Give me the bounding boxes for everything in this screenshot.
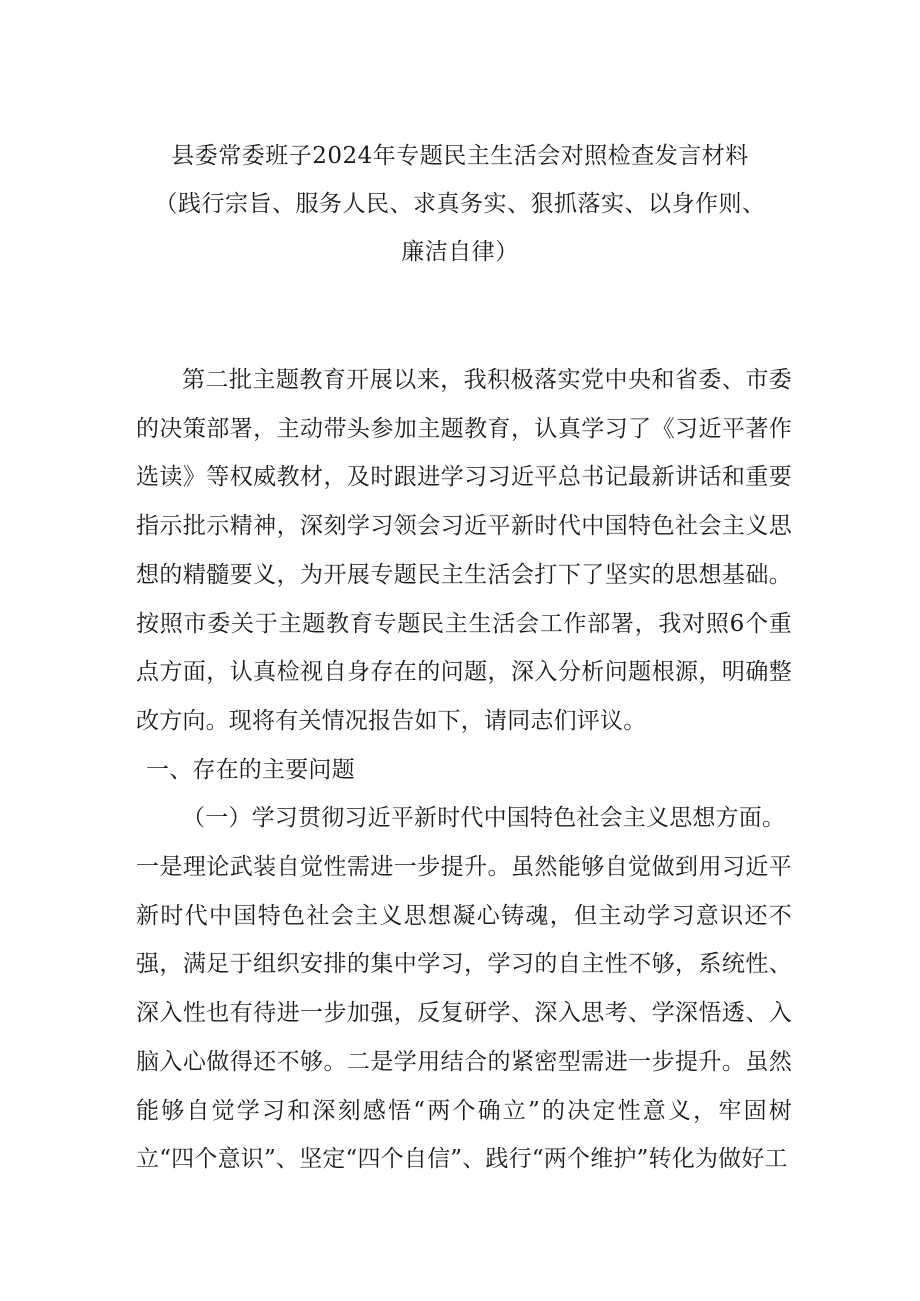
subsection-heading: （一）学习贯彻习近平新时代中国特色社会主义思想方面。 — [182, 805, 786, 832]
document-subtitle-line1: （践行宗旨、服务人民、求真务实、狠抓落实、以身作则、 — [154, 191, 766, 217]
document-subtitle-line2: 廉洁自律） — [401, 239, 519, 265]
document-title: 县委常委班子2024年专题民主生活会对照检查发言材料 — [171, 143, 749, 169]
intro-paragraph: 第二批主题教育开展以来，我积极落实党中央和省委、市委的决策部署，主动带头参加主题教育，认真学习了《习近平著作选读》等权威教材，及时跟进学习习近平总书记最新讲话和重要指示批示精神，深刻学习领会习近平新时代中国特色社会主义思想的精髓要义，为开展专题民主生活会打下了坚实的思想基础。按照市委关于主题教育专题民主生活会工作部署，我对照6个重点方面，认真检视自身存在的问题，深入分析问题根源，明确整改方向。现将有关情况报告如下，请同志们评议。 — [136, 367, 792, 734]
subsection-paragraph: 一是理论武装自觉性需进一步提升。虽然能够自觉做到用习近平新时代中国特色社会主义思想凝心铸魂，但主动学习意识还不强，满足于组织安排的集中学习，学习的自主性不够，系统性、深入性也有待进一步加强，反复研学、深入思考、学深悟透、入脑入心做得还不够。二是学用结合的紧密型需进一步提升。虽然能够自觉学习和深刻感悟“两个确立”的决定性意义，牢固树立“四个意识”、坚定“四个自信”、践行“两个维护”转化为做好工 — [136, 854, 792, 1173]
document-body — [136, 356, 792, 1184]
section-heading: 一、存在的主要问题 — [146, 756, 355, 783]
